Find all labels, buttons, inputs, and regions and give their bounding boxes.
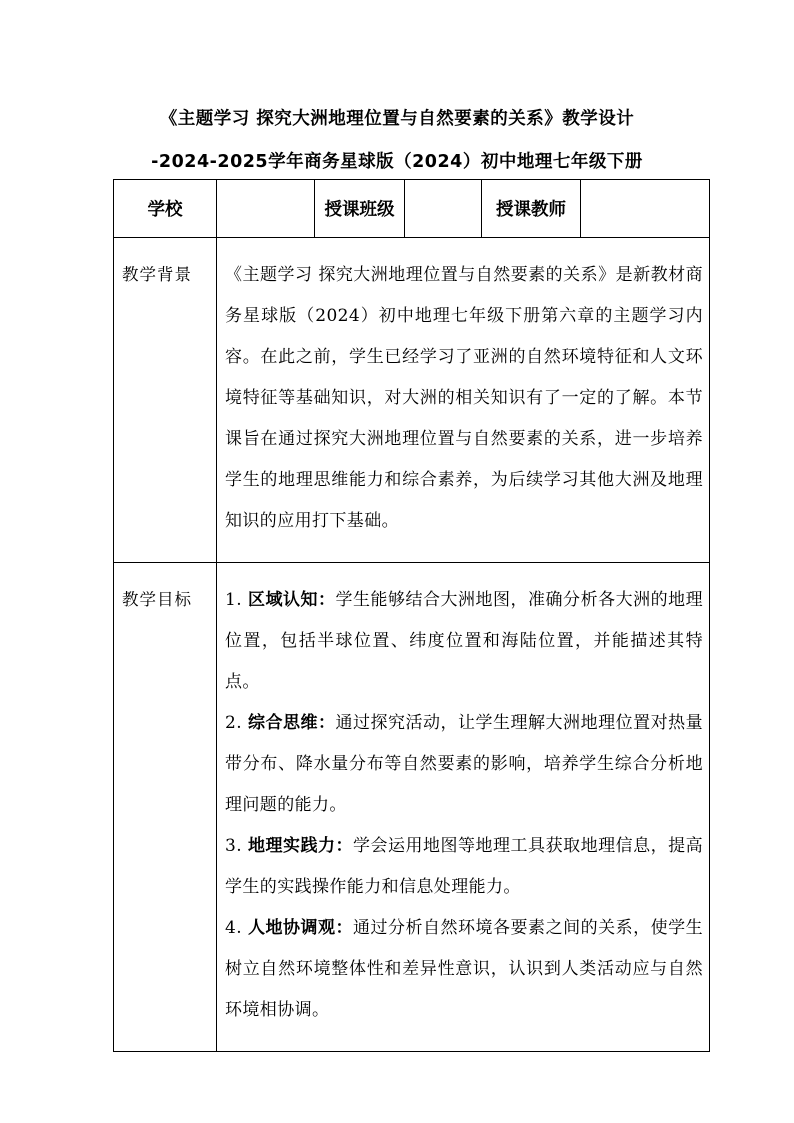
background-text-cell: [217, 238, 710, 563]
class-label: 授课班级: [315, 180, 405, 238]
goals-row: [114, 563, 710, 1052]
goal-text: 通过分析自然环境各要素之间的关系，使学生树立自然环境整体性和差异性意识，认识到人类活动应与自然环境相协调。: [225, 918, 704, 1020]
lesson-plan-table: [113, 179, 710, 1052]
teacher-value-cell: [581, 180, 710, 238]
goal-text: 学生能够结合大洲地图，准确分析各大洲的地理位置，包括半球位置、纬度位置和海陆位置，并能描述其特点。: [225, 590, 703, 692]
goal-number: 3.: [225, 836, 243, 856]
goal-item: [225, 580, 703, 703]
goal-text: 通过探究活动，让学生理解大洲地理位置对热量带分布、降水量分布等自然要素的影响，培养学生综合分析地理问题的能力。: [225, 713, 703, 815]
goal-item: [225, 826, 703, 908]
document-title: 《主题学习 探究大洲地理位置与自然要素的关系》教学设计: [159, 109, 635, 129]
class-value-cell: [405, 180, 482, 238]
goal-item: [225, 703, 703, 826]
teacher-label: 授课教师: [482, 180, 581, 238]
goal-number: 1.: [225, 590, 243, 610]
goal-item: [225, 908, 703, 1031]
goal-title: 区域认知：: [247, 590, 336, 610]
goals-list: [217, 563, 710, 1052]
school-label: 学校: [114, 180, 217, 238]
school-value-cell: [217, 180, 315, 238]
background-row: [114, 238, 710, 563]
header-row: [114, 180, 710, 238]
background-label: 教学背景: [114, 238, 217, 563]
goal-number: 2.: [225, 713, 243, 733]
goal-number: 4.: [225, 918, 243, 938]
goals-label: 教学目标: [114, 563, 217, 1052]
goal-title: 综合思维：: [247, 713, 336, 733]
goal-title: 地理实践力：: [247, 836, 353, 856]
document-subtitle: -2024-2025学年商务星球版（2024）初中地理七年级下册: [151, 152, 643, 172]
background-text: 《主题学习 探究大洲地理位置与自然要素的关系》是新教材商务星球版（2024）初中地理七年级下册第六章的主题学习内容。在此之前，学生已经学习了亚洲的自然环境特征和人文环境特征等基础知识，对大洲的相关知识有了一定的了解。本节课旨在通过探究大洲地理位置与自然要素的关系，进一步培养学生的地理思维能力和综合素养，为后续学习其他大洲及地理知识的应用打下基础。: [225, 265, 703, 531]
goal-text: 学会运用地图等地理工具获取地理信息，提高学生的实践操作能力和信息处理能力。: [225, 836, 704, 897]
goal-title: 人地协调观：: [247, 918, 353, 938]
